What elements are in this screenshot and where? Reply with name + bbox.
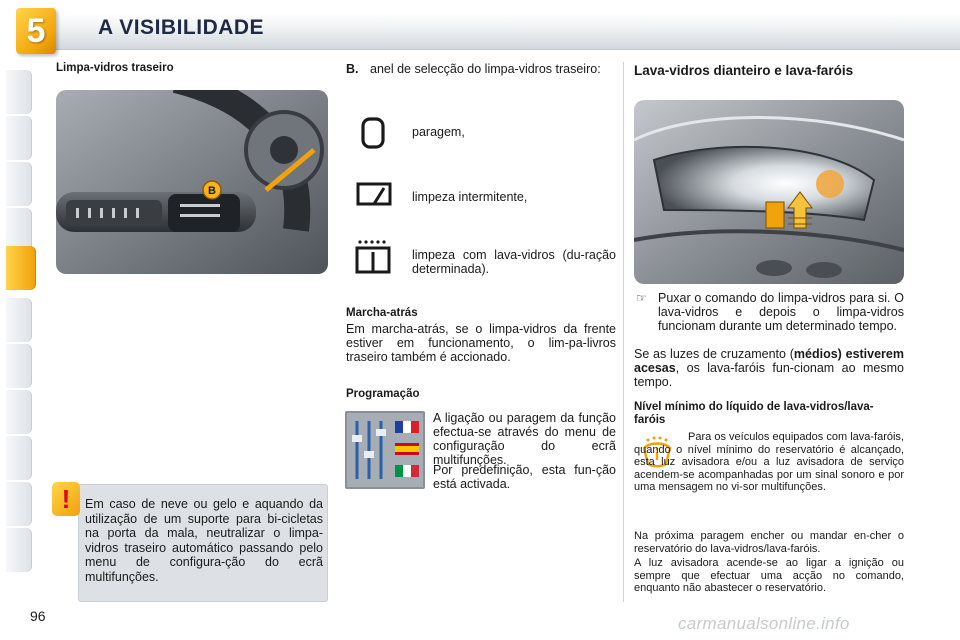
option-wash-text: limpeza com lava-vidros (du-ração determinada). <box>412 248 616 276</box>
programming-text-2: Por predefinição, esta fun-ção está activada. <box>433 463 616 491</box>
chapter-tab[interactable] <box>6 70 32 114</box>
rear-wiper-heading: Limpa-vidros traseiro <box>56 62 174 74</box>
chapter-tab[interactable] <box>6 482 32 526</box>
programming-heading: Programação <box>346 388 420 400</box>
column-divider <box>623 62 624 602</box>
chapter-tab[interactable] <box>6 528 32 572</box>
front-washer-heading: Lava-vidros dianteiro e lava-faróis <box>634 63 854 78</box>
chapter-tab[interactable] <box>6 298 32 342</box>
page-header <box>0 0 960 58</box>
item-b-text: anel de selecção do limpa-vidros traseiro: <box>370 62 601 76</box>
chapter-tab-active[interactable] <box>6 246 36 290</box>
flag-spain-icon <box>395 443 419 455</box>
multifunction-screen-settings-icon <box>345 411 425 489</box>
callout-letter-b: B <box>208 185 216 197</box>
option-intermittent-text: limpeza intermitente, <box>412 190 528 204</box>
flag-italy-icon <box>395 465 419 477</box>
chapter-tab[interactable] <box>6 162 32 206</box>
headlamp-washer-illustration <box>634 100 904 284</box>
headlamp-washer-photo <box>634 100 904 284</box>
chapter-title: A VISIBILIDADE <box>98 16 265 39</box>
dipped-beam-text-bold: médios) estiverem acesas <box>634 347 904 375</box>
chapter-tab[interactable] <box>6 436 32 480</box>
level-heading: Nível mínimo do líquido de lava-vidros/lava-faróis <box>634 401 874 426</box>
reverse-heading: Marcha-atrás <box>346 307 418 319</box>
warning-text: Em caso de neve ou gelo e aquando da utilização de um suporte para bi-cicletas na porta da mala, neutralizar o limpa-vidros traseiro automático passando pelo menu de configura-ção do ecrã multifunções. <box>85 497 323 584</box>
rear-wash-wipe-icon <box>352 238 394 278</box>
chapter-tab[interactable] <box>6 116 32 160</box>
reverse-text: Em marcha-atrás, se o limpa-vidros da frente estiver em funcionamento, o lim-pa-livros traseiro também é accionado. <box>346 322 616 364</box>
refill-instruction: Na próxima paragem encher ou mandar en-cher o reservatório do lava-vidros/lava-faróis. <box>634 530 904 555</box>
page-number: 96 <box>30 608 46 624</box>
warning-lamp-note: A luz avisadora acende-se ao ligar a ignição ou sempre que efectuar uma acção no comando, enquanto não abastecer o reservatório. <box>634 557 904 594</box>
option-stop-text: paragem, <box>412 125 465 139</box>
warning-exclamation-icon: ! <box>52 482 80 516</box>
warning-box <box>78 484 328 602</box>
rear-wiper-stop-icon <box>360 116 388 150</box>
item-b-label: B. <box>346 62 359 76</box>
level-warning-text: Para os veículos equipados com lava-faróis, quando o nível mínimo do reservatório é alcançado, esta luz avisadora e/ou a luz avisadora de serviço acendem-se acompanhadas por um sinal sonoro e por uma mensagem no vi-sor multifunções. <box>634 431 904 493</box>
rear-wiper-intermittent-icon <box>354 180 394 214</box>
chapter-number-badge: 5 <box>16 8 56 54</box>
dipped-beam-text-b: , os lava-faróis fun-cionam ao mesmo tempo. <box>634 361 904 389</box>
dipped-beam-text-a: Se as luzes de cruzamento ( <box>634 347 794 361</box>
flag-france-icon <box>395 421 419 433</box>
chapter-tab[interactable] <box>6 344 32 388</box>
steering-stalk-illustration <box>56 90 328 274</box>
site-watermark: carmanualsonline.info <box>678 614 850 633</box>
chapter-tab-strip <box>0 70 34 580</box>
programming-text-1: A ligação ou paragem da função efectua-se através do menu de configuração do ecrã multifunções. <box>433 411 616 467</box>
chapter-tab[interactable] <box>6 390 32 434</box>
steering-column-photo <box>56 90 328 274</box>
bullet-hand-icon: ☞ <box>636 291 647 305</box>
front-washer-instruction: Puxar o comando do limpa-vidros para si. O lava-vidros e depois o limpa-vidros funcionam durante um determinado tempo. <box>658 291 904 333</box>
dipped-beam-paragraph <box>634 347 904 389</box>
